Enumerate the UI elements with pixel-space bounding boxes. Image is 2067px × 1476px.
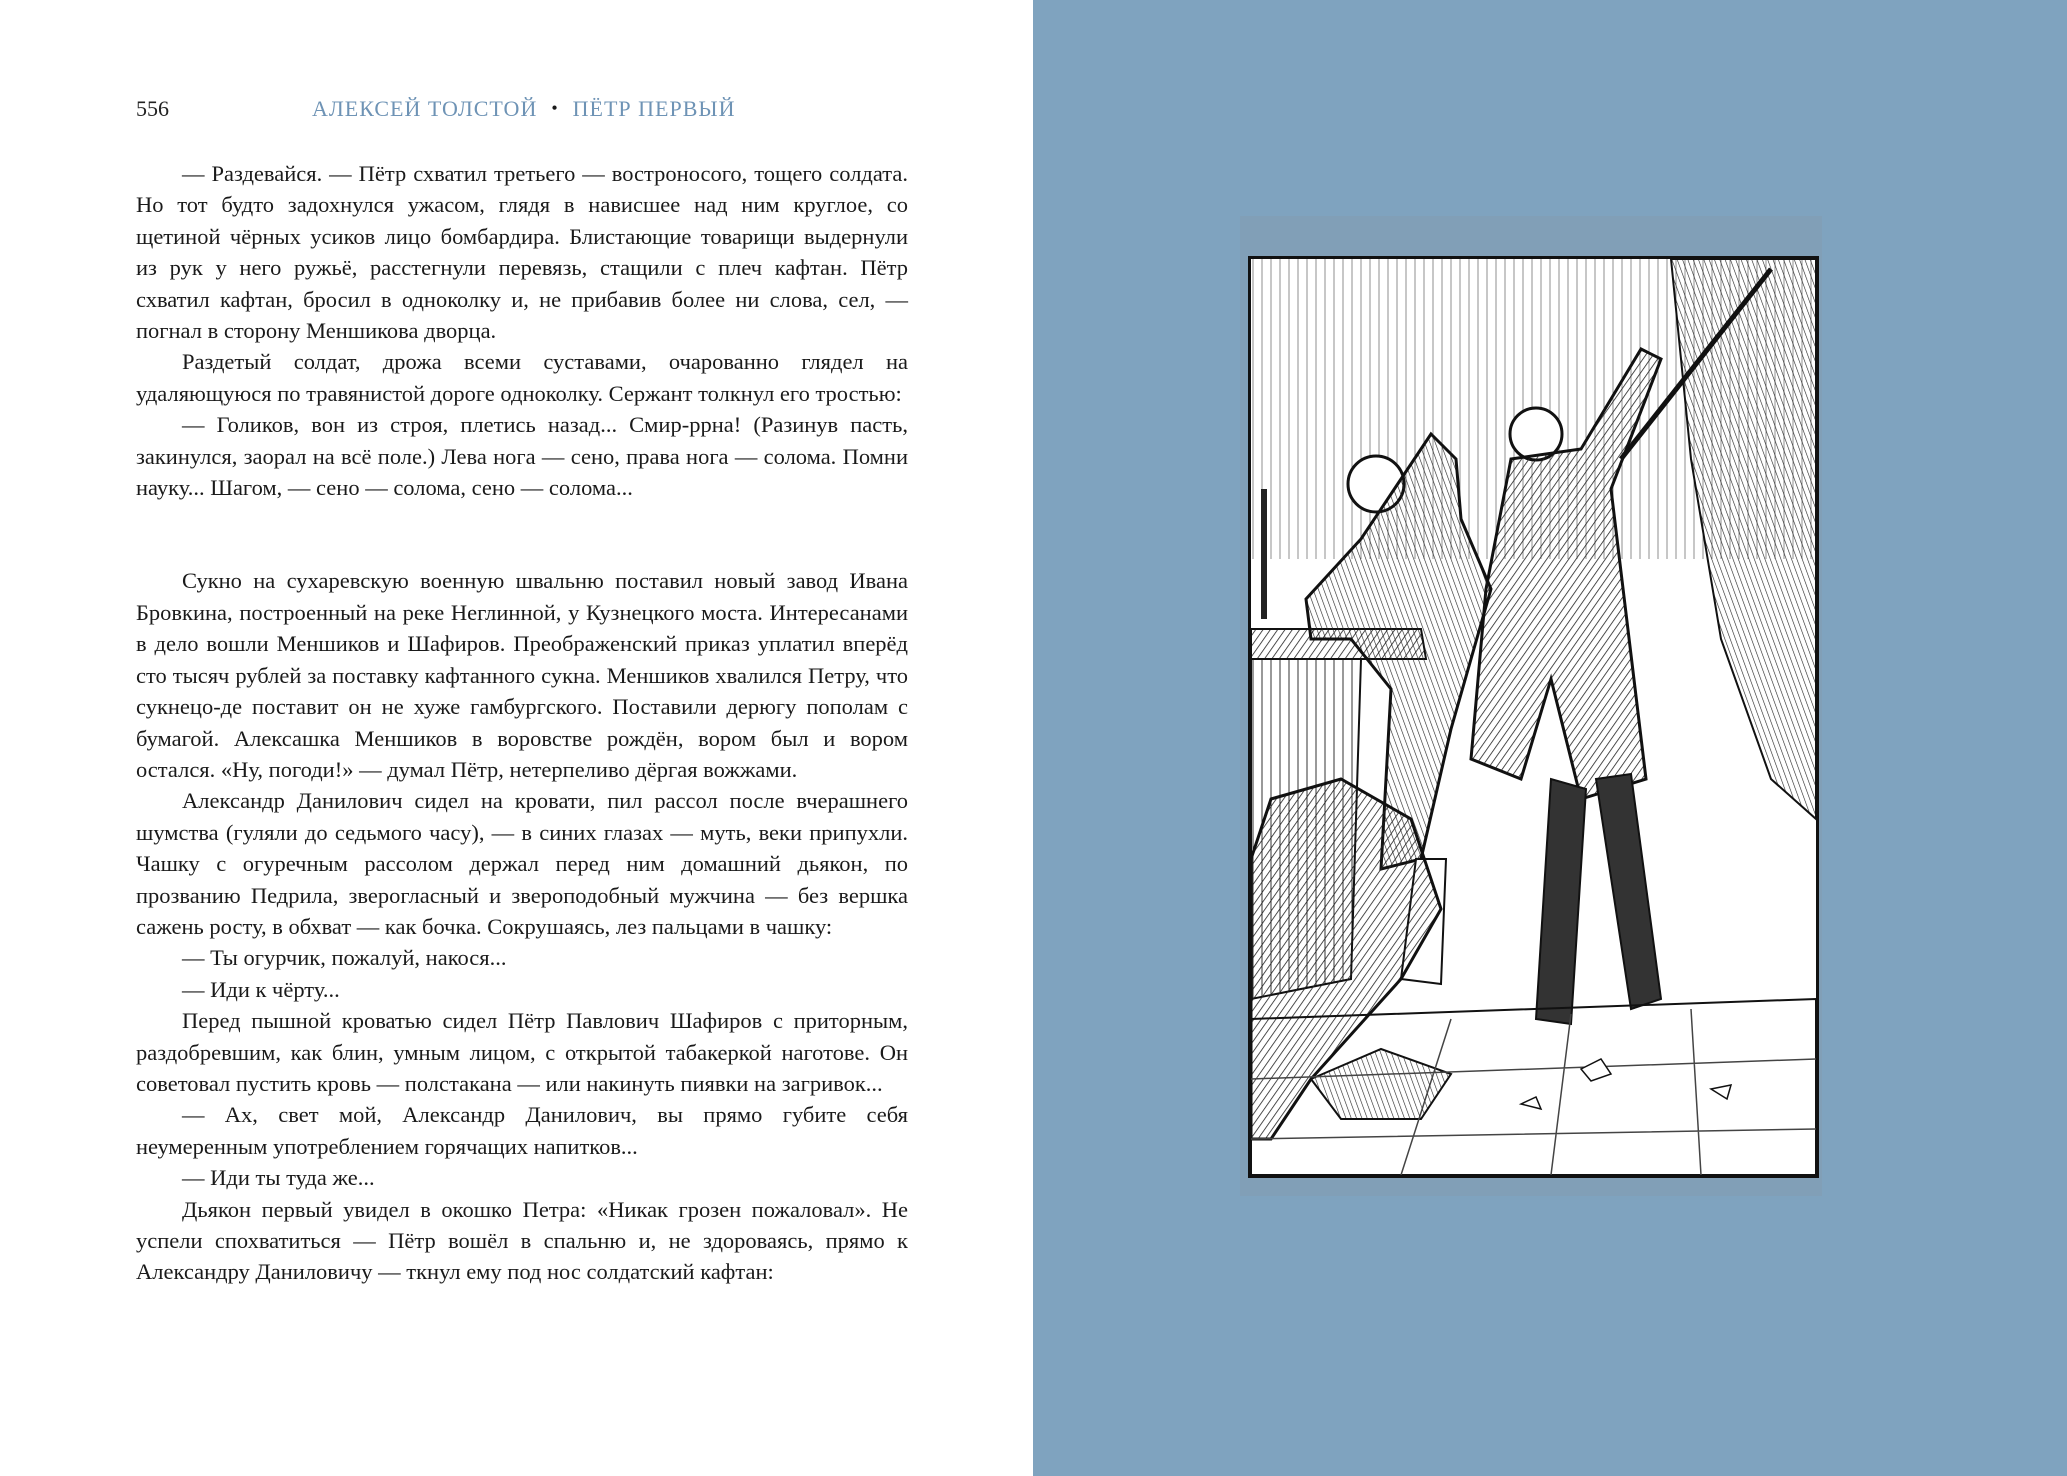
peter-leg-2 <box>1596 774 1661 1009</box>
candle <box>1261 489 1267 619</box>
paragraph: — Иди к чёрту... <box>182 976 340 1002</box>
running-head-separator: • <box>551 98 559 118</box>
paragraph: Раздетый солдат, дрожа всеми суставами, очарованно глядел на удаляющуюся по травянистой дороге одноколку. Сержант толкнул его тростью: <box>136 349 908 406</box>
running-head-author: АЛЕКСЕЙ ТОЛСТОЙ <box>312 96 538 121</box>
running-head <box>312 96 735 122</box>
paragraph: Перед пышной кроватью сидел Пётр Павлович Шафиров с приторным, раздобревшим, как блин, умным лицом, с открытой табакеркой наготове. Он советовал пустить кровь — полстакана — или накинуть пиявки на загривок... <box>136 1008 908 1096</box>
illustration-ink-drawing <box>1248 256 1819 1178</box>
paragraph: — Голиков, вон из строя, плетись назад... Смир-ррна! (Разинув пасть, закинулся, заорал на всё поле.) Лева нога — сено, права нога — солома. Помни науку... Шагом, — сено — солома, сено — солома... <box>136 412 908 501</box>
broken-shards <box>1521 1059 1731 1109</box>
paragraph: — Иди ты туда же... <box>182 1165 375 1191</box>
page-number: 556 <box>136 96 169 121</box>
paragraph: — Ты огурчик, пожалуй, накося... <box>182 945 507 971</box>
paragraph: Сукно на сухаревскую военную швальню поставил новый завод Ивана Бровкина, построенный на реке Неглинной, у Кузнецкого моста. Интересанами в дело вошли Меншиков и Шафиров. Преображенский приказ уплатил вперёд сто тысяч рублей за поставку кафтанного сукна. Меншиков хвалился Петру, что сукнецо-де поставит он не хуже гамбургского. Поставили дерюгу пополам с бумагой. Алексашка Меншиков в воровстве рождён, вором был и вором остался. «Ну, погоди!» — думал Пётр, нетерпеливо дёргая вожжами. <box>136 568 908 782</box>
left-page <box>0 0 1033 1476</box>
paragraph: — Раздевайся. — Пётр схватил третьего — востроносого, тощего солдата. Но тот будто задохнулся ужасом, глядя в нависшее над ним круглое, со щетиной чёрных усиков лицо бомбардира. Блистающие товарищи выдернули из рук у него ружьё, расстегнули перевязь, стащили с плеч кафтан. Пётр схватил кафтан, бросил в одноколку и, не прибавив более ни слова, сел, — погнал в сторону Меншикова дворца. <box>136 161 908 344</box>
running-head-title: ПЁТР ПЕРВЫЙ <box>572 96 736 121</box>
illustration-svg <box>1251 259 1816 1175</box>
paragraph: — Ах, свет мой, Александр Данилович, вы прямо губите себя неумеренным употреблением горячащих напитков... <box>136 1102 908 1159</box>
peter-leg <box>1536 779 1586 1024</box>
body-text <box>136 158 908 1288</box>
paragraph: Александр Данилович сидел на кровати, пил рассол после вчерашнего шумства (гуляли до седьмого часу), — в синих глазах — муть, веки припухли. Чашку с огуречным рассолом держал перед ним домашний дьякон, по прозванию Педрила, зверогласный и звероподобный мужчина — без вершка сажень росту, в обхват — как бочка. Сокрушаясь, лез пальцами в чашку: <box>136 788 908 939</box>
paragraph: Дьякон первый увидел в окошко Петра: «Никак грозен пожаловал». Не успели спохватиться — Пётр вошёл в спальню и, не здороваясь, прямо к Александру Даниловичу — ткнул ему под нос солдатский кафтан: <box>136 1196 908 1285</box>
